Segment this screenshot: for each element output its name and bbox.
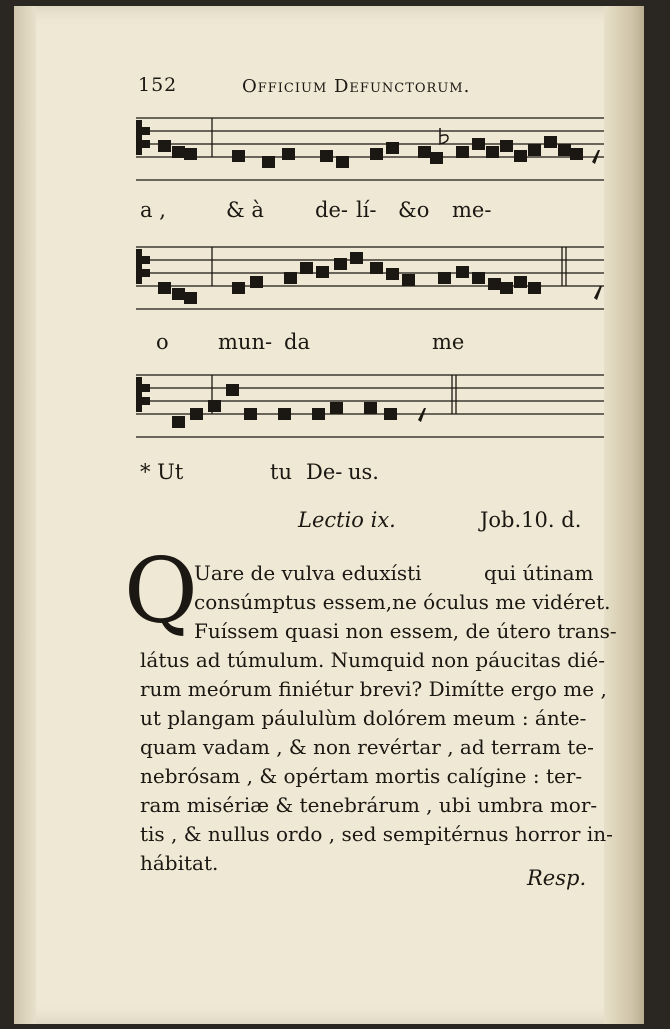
neume-note — [402, 274, 415, 286]
text-line: rum meórum finiétur brevi? Dimítte ergo me , — [140, 677, 607, 701]
lyric-syllable: us. — [348, 460, 379, 484]
neume-note — [514, 276, 527, 288]
text-line: nebrósam , & opértam mortis calígine : ter- — [140, 764, 583, 788]
neume-note — [456, 146, 469, 158]
neume-note — [528, 282, 541, 294]
neume-note — [544, 136, 557, 148]
neume-note — [472, 272, 485, 284]
neume-note — [570, 148, 583, 160]
lyric-syllable: mun- — [218, 330, 273, 354]
neume-note — [300, 262, 313, 274]
lectio-heading: Lectio ix. — [298, 508, 396, 532]
text-line: consúmptus essem,ne óculus me vidéret. — [194, 590, 611, 614]
clef-mark — [142, 127, 150, 135]
clef-mark — [142, 397, 150, 405]
neume-note — [320, 150, 333, 162]
lyric-syllable: a , — [140, 198, 166, 222]
neume-note — [364, 402, 377, 414]
neume-note — [184, 148, 197, 160]
neume-note — [330, 402, 343, 414]
lyric-syllable: & à — [226, 198, 264, 222]
neume-note — [514, 150, 527, 162]
neume-note — [282, 148, 295, 160]
neume-note — [232, 282, 245, 294]
neume-note — [232, 150, 245, 162]
neume-note — [334, 258, 347, 270]
scripture-reference: Job.10. d. — [480, 508, 582, 532]
neume-note — [472, 138, 485, 150]
clef-mark — [142, 256, 150, 264]
neume-note — [430, 152, 443, 164]
lyric-syllable: o — [156, 330, 169, 354]
text-line: qui útinam — [484, 561, 594, 585]
running-title: Officium Defunctorum. — [242, 76, 471, 97]
neume-note — [350, 252, 363, 264]
drop-cap-initial: Q — [124, 539, 198, 644]
lyric-syllable: * Ut — [140, 460, 184, 484]
neume-note — [208, 400, 221, 412]
clef-mark — [136, 120, 142, 155]
neume-note — [500, 140, 513, 152]
custos-mark — [594, 286, 602, 300]
clef-mark — [142, 140, 150, 148]
clef-mark — [142, 269, 150, 277]
neume-note — [384, 408, 397, 420]
neume-note — [226, 384, 239, 396]
lyric-syllable: de- — [315, 198, 348, 222]
lyric-syllable: da — [284, 330, 310, 354]
lyric-syllable: tu — [270, 460, 292, 484]
lyric-syllable: lí- — [356, 198, 377, 222]
page-number: 152 — [138, 74, 178, 96]
neume-note — [172, 288, 185, 300]
lyric-syllable: &o — [398, 198, 430, 222]
clef-mark — [142, 384, 150, 392]
text-line: Uare de vulva eduxísti — [194, 561, 422, 585]
catchword: Resp. — [527, 866, 587, 890]
neume-note — [250, 276, 263, 288]
neume-note — [172, 146, 185, 158]
lyric-syllable: me — [432, 330, 465, 354]
text-line: tis , & nullus ordo , sed sempitérnus horror in- — [140, 822, 613, 846]
clef-mark — [136, 377, 142, 412]
neume-note — [262, 156, 275, 168]
lyric-syllable: me- — [452, 198, 492, 222]
neume-note — [370, 148, 383, 160]
text-line: quam vadam , & non revértar , ad terram te- — [140, 735, 594, 759]
text-line: ram misériæ & tenebrárum , ubi umbra mor- — [140, 793, 598, 817]
neume-note — [456, 266, 469, 278]
text-line: ut plangam páululùm dolórem meum : ánte- — [140, 706, 587, 730]
text-line: hábitat. — [140, 851, 219, 875]
neume-note — [418, 146, 431, 158]
neume-note — [528, 144, 541, 156]
custos-mark — [418, 408, 426, 422]
neume-note — [558, 144, 571, 156]
neume-note — [284, 272, 297, 284]
neume-note — [386, 142, 399, 154]
neume-note — [278, 408, 291, 420]
neume-note — [172, 416, 185, 428]
text-line: látus ad túmulum. Numquid non páucitas dié- — [140, 648, 605, 672]
neume-note — [486, 146, 499, 158]
neume-note — [336, 156, 349, 168]
neume-note — [488, 278, 501, 290]
neume-note — [500, 282, 513, 294]
text-line: Fuíssem quasi non essem, de útero trans- — [194, 619, 617, 643]
neume-note — [370, 262, 383, 274]
neume-note — [312, 408, 325, 420]
neume-note — [386, 268, 399, 280]
clef-mark — [136, 249, 142, 284]
neume-note — [184, 292, 197, 304]
neume-note — [244, 408, 257, 420]
lyric-syllable: De- — [306, 460, 343, 484]
neume-note — [158, 140, 171, 152]
neume-note — [438, 272, 451, 284]
neume-note — [316, 266, 329, 278]
neume-note — [158, 282, 171, 294]
neume-note — [190, 408, 203, 420]
